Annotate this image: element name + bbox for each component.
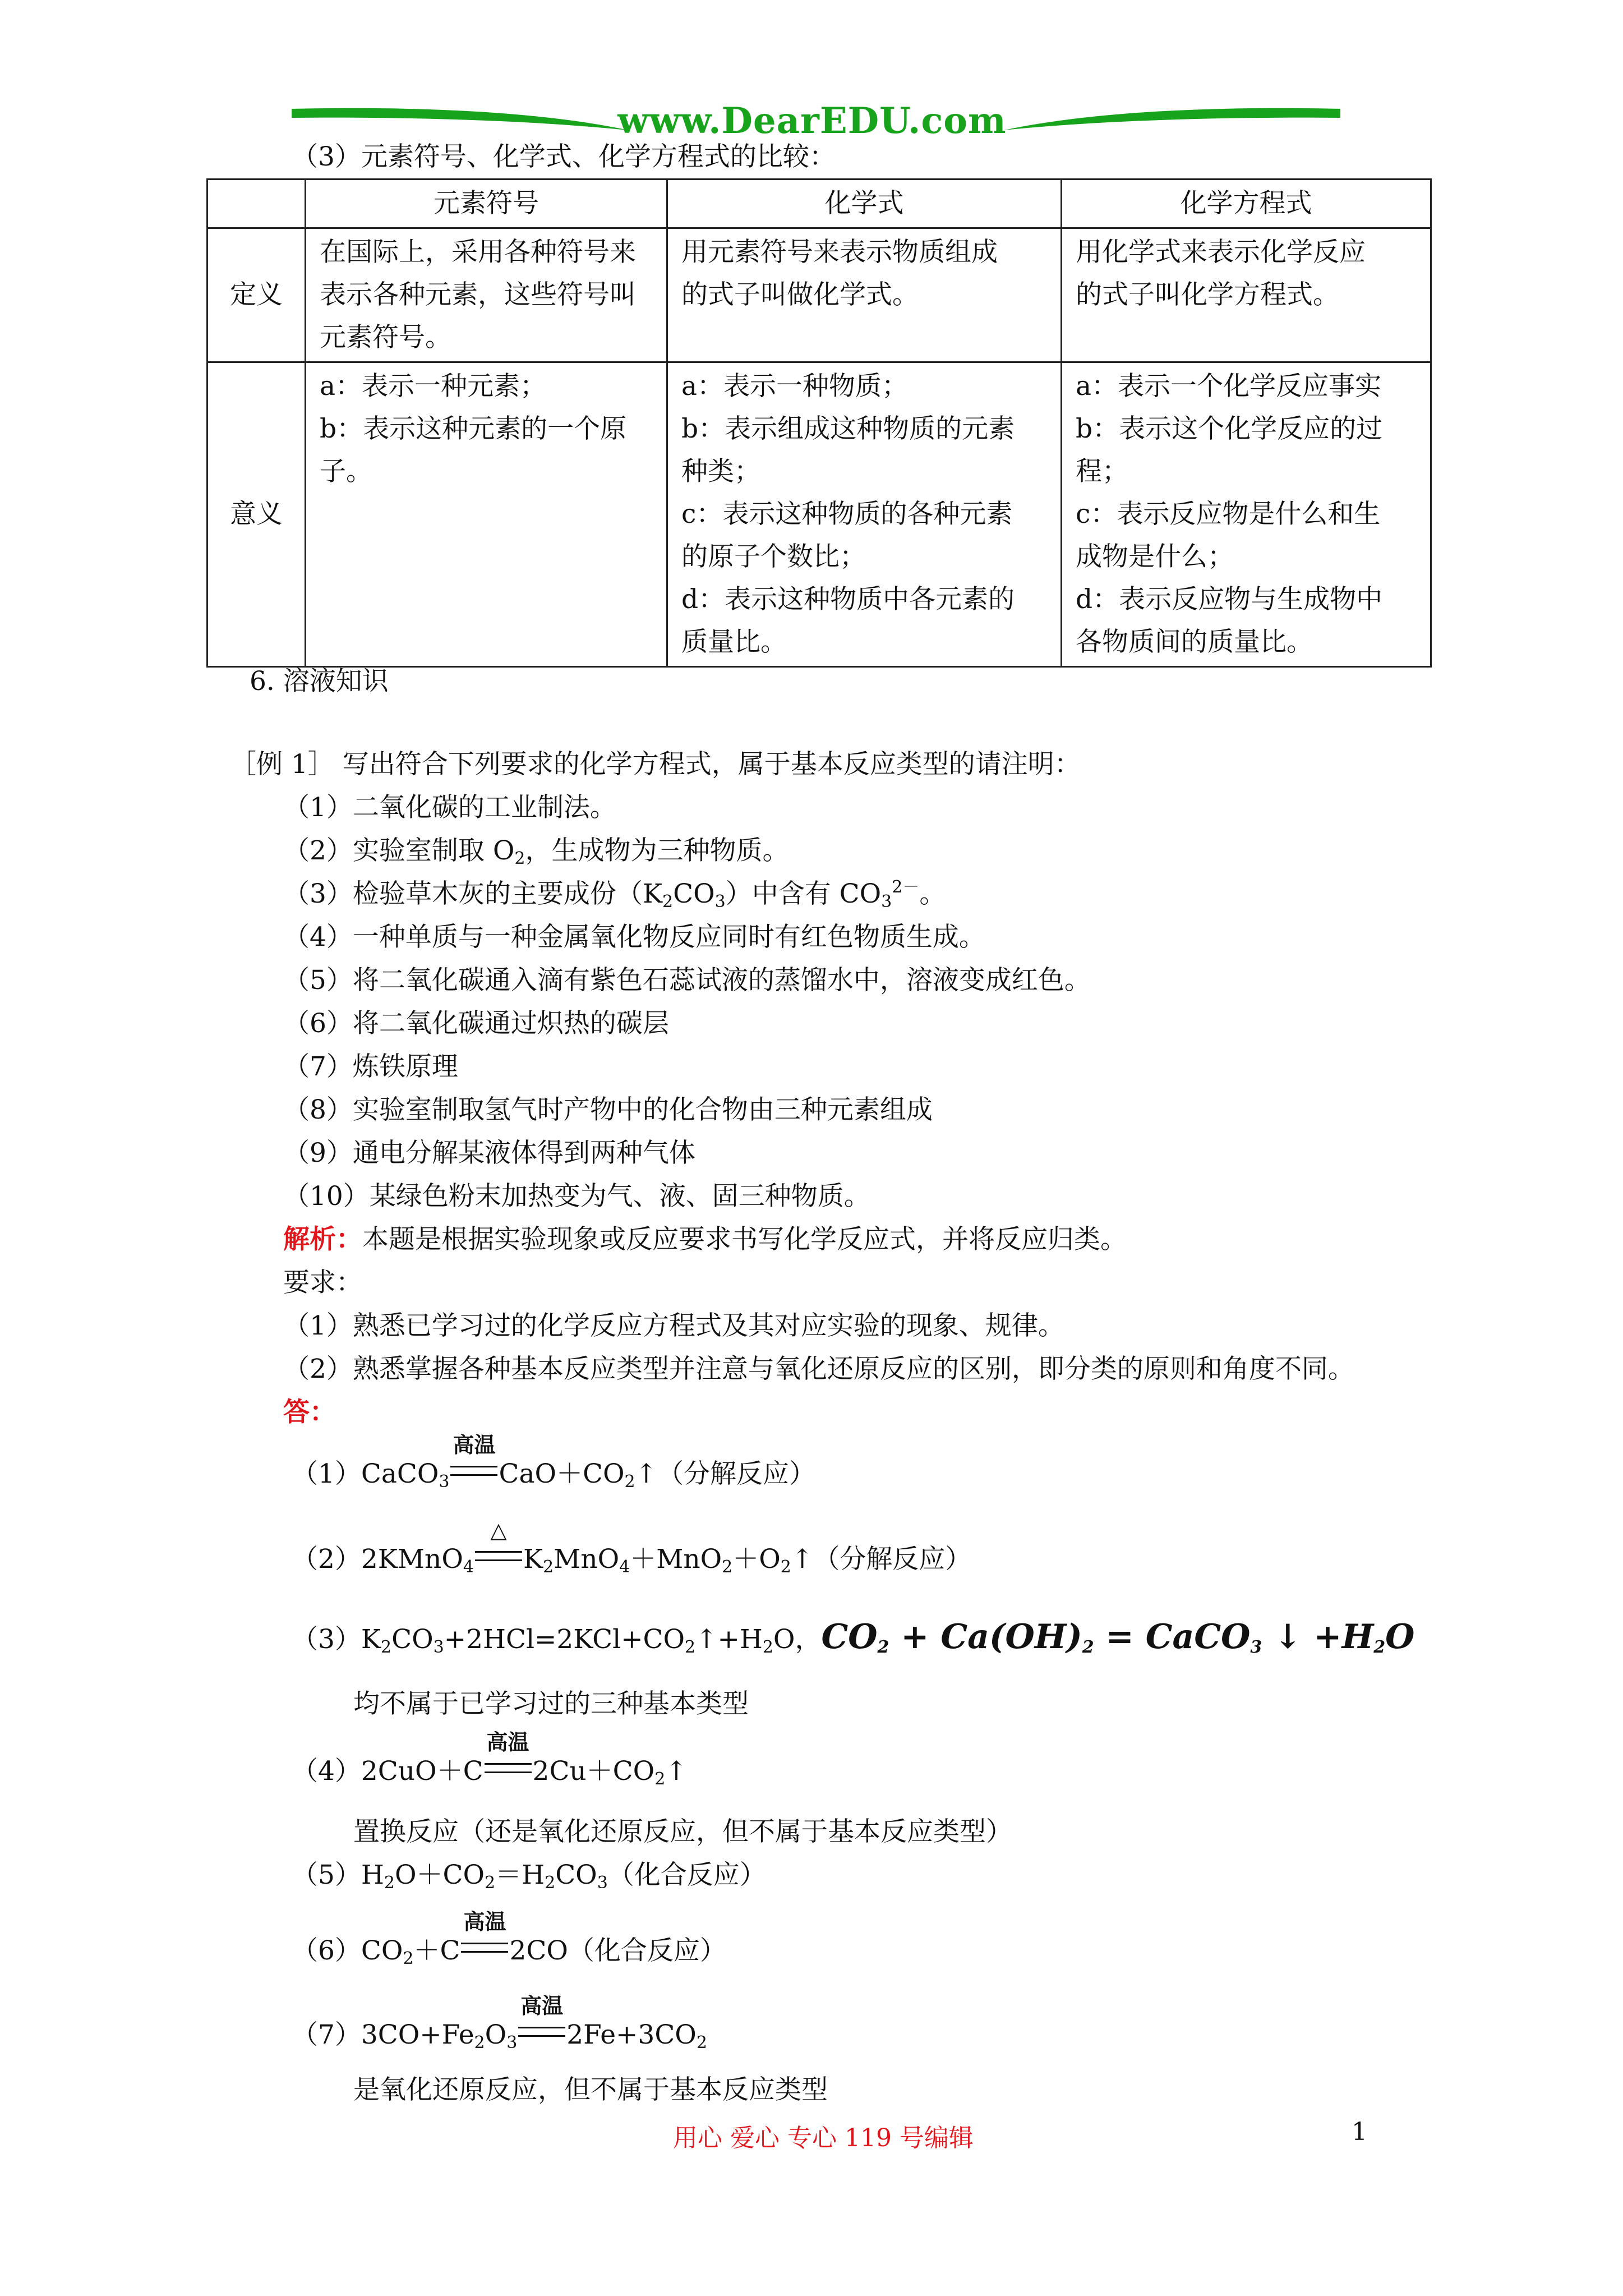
answer-7-note: 是氧化还原反应，但不属于基本反应类型 [353, 2074, 828, 2105]
table-row-definition [208, 228, 1431, 362]
cell-line: 的式子叫做化学式。 [681, 279, 919, 310]
table-cell [667, 362, 1062, 667]
example-intro: ［例 1］ 写出符合下列要求的化学方程式，属于基本反应类型的请注明： [230, 749, 1081, 780]
question-5: （5）将二氧化碳通入滴有紫色石蕊试液的蒸馏水中，溶液变成红色。 [283, 965, 1091, 996]
question-2: （2）实验室制取 $O_2$，生成物为三种物质。 [283, 835, 789, 868]
answer-6: $(6)CO_2+C$ 高温 2CO（化合反应） [292, 1909, 726, 1968]
question-10: （10）某绿色粉末加热变为气、液、固三种物质。 [283, 1181, 870, 1212]
question-1: （1）二氧化碳的工业制法。 [283, 792, 616, 823]
answer-label: 答： [283, 1397, 336, 1428]
page-number: 1 [1352, 2118, 1367, 2146]
requirement-2: （2）熟悉掌握各种基本反应类型并注意与氧化还原反应的区别，即分类的原则和角度不同。 [283, 1354, 1354, 1384]
cell-line: 用化学式来表示化学反应 [1076, 237, 1366, 268]
requirement-1: （1）熟悉已学习过的化学反应方程式及其对应实验的现象、规律。 [283, 1310, 1064, 1341]
footer-text: 用心 爱心 专心 119 号编辑 [673, 2124, 974, 2152]
cell-line: 成物是什么； [1076, 541, 1234, 572]
table-row-meaning [208, 362, 1431, 667]
analysis-label: 解析： [283, 1224, 362, 1255]
question-7: （7）炼铁原理 [283, 1051, 458, 1082]
answer-3: $(3)K_2CO_3+2HCl=2KCl+CO_2↑+H_2O$，$CO_2 + Ca(OH)_2$ = CaCO$_3$ ↓ $+H_2O$ [292, 1617, 1415, 1657]
cell-line: 质量比。 [681, 627, 787, 657]
cell-line: 程； [1076, 456, 1128, 487]
section-heading: （3）元素符号、化学式、化学方程式的比较： [292, 141, 836, 172]
cell-line: 用元素符号来表示物质组成 [681, 237, 998, 268]
question-9: （9）通电分解某液体得到两种气体 [283, 1138, 695, 1168]
question-8: （8）实验室制取氢气时产物中的化合物由三种元素组成 [283, 1094, 933, 1125]
question-3: （3）检验草木灰的主要成份$(K_2CO_3)$中含有 $CO_3^{2-}$。 [283, 877, 946, 912]
answer-5: $(5)H_2O+CO_2=H_2CO_3$（化合反应） [292, 1860, 766, 1893]
table-header-cell: 化学式 [667, 180, 1062, 228]
cell-line: c：表示这种物质的各种元素 [681, 499, 1013, 530]
table-header-cell: 元素符号 [306, 180, 667, 228]
site-url[interactable]: www.DearEDU.com [617, 100, 1007, 142]
equation-limewater: $CO_2 + Ca(OH)_2$ = CaCO$_3$ ↓ $+H_2O$ [821, 1617, 1415, 1657]
reaction-condition-high-temp: 高温 [518, 2018, 565, 2052]
reaction-condition-high-temp: 高温 [461, 1934, 508, 1968]
cell-line: b：表示组成这种物质的元素 [681, 413, 1015, 444]
cell-line: 的原子个数比； [681, 541, 866, 572]
cell-line: b：表示这个化学反应的过 [1076, 413, 1383, 444]
table-header-cell: 化学方程式 [1062, 180, 1431, 228]
requirements-label: 要求： [283, 1267, 362, 1298]
row-label: 意义 [208, 362, 306, 667]
cell-line: c：表示反应物是什么和生 [1076, 499, 1381, 530]
row-label: 定义 [208, 228, 306, 362]
answer-3-note: 均不属于已学习过的三种基本类型 [353, 1688, 749, 1719]
table-cell [306, 362, 667, 667]
table-cell [1062, 362, 1431, 667]
cell-line: a：表示一种元素； [320, 371, 547, 402]
cell-line: d：表示这种物质中各元素的 [681, 584, 1015, 615]
analysis-paragraph: 解析：本题是根据实验现象或反应要求书写化学反应式，并将反应归类。 [283, 1224, 1127, 1255]
table-header-cell [208, 180, 306, 228]
answer-7: $(7)3CO+Fe_2O_3$ 高温 $2Fe+3CO_2$ [292, 1993, 707, 2053]
cell-line: 子。 [320, 456, 372, 487]
header-swoosh-left [292, 101, 628, 140]
answer-1: （1）CaCO$_3$ 高温 $CaO+CO_2↑$（分解反应） [292, 1432, 815, 1492]
header-swoosh-right [1004, 101, 1340, 140]
cell-line: d：表示反应物与生成物中 [1076, 584, 1383, 615]
table-cell [667, 228, 1062, 362]
answer-4: （4）2CuO＋C 高温 $2Cu+CO_2↑$ [292, 1729, 688, 1789]
question-4: （4）一种单质与一种金属氧化物反应同时有红色物质生成。 [283, 922, 985, 953]
cell-line: 元素符号。 [320, 322, 451, 353]
answer-2: （2）2KMnO$_4$ △ $K_2MnO_4+MnO_2+O_2↑$（分解反应） [292, 1518, 972, 1577]
table-cell [1062, 228, 1431, 362]
item-6-heading: 6. 溶液知识 [250, 666, 389, 697]
table-header-row [208, 180, 1431, 228]
question-6: （6）将二氧化碳通过炽热的碳层 [283, 1008, 669, 1039]
cell-line: 在国际上，采用各种符号来 [320, 237, 636, 268]
cell-line: a：表示一种物质； [681, 371, 909, 402]
answer-4-note: 置换反应（还是氧化还原反应，但不属于基本反应类型） [353, 1816, 1012, 1847]
cell-line: a：表示一个化学反应事实 [1076, 371, 1382, 402]
reaction-condition-high-temp: 高温 [450, 1457, 497, 1491]
cell-line: 各物质间的质量比。 [1076, 627, 1313, 657]
table-cell [306, 228, 667, 362]
reaction-condition-heat: △ [475, 1543, 522, 1576]
cell-line: b：表示这种元素的一个原 [320, 413, 627, 444]
cell-line: 的式子叫化学方程式。 [1076, 279, 1339, 310]
reaction-condition-high-temp: 高温 [485, 1755, 532, 1788]
cell-line: 表示各种元素，这些符号叫 [320, 279, 636, 310]
cell-line: 种类； [681, 456, 760, 487]
comparison-table [206, 178, 1432, 668]
